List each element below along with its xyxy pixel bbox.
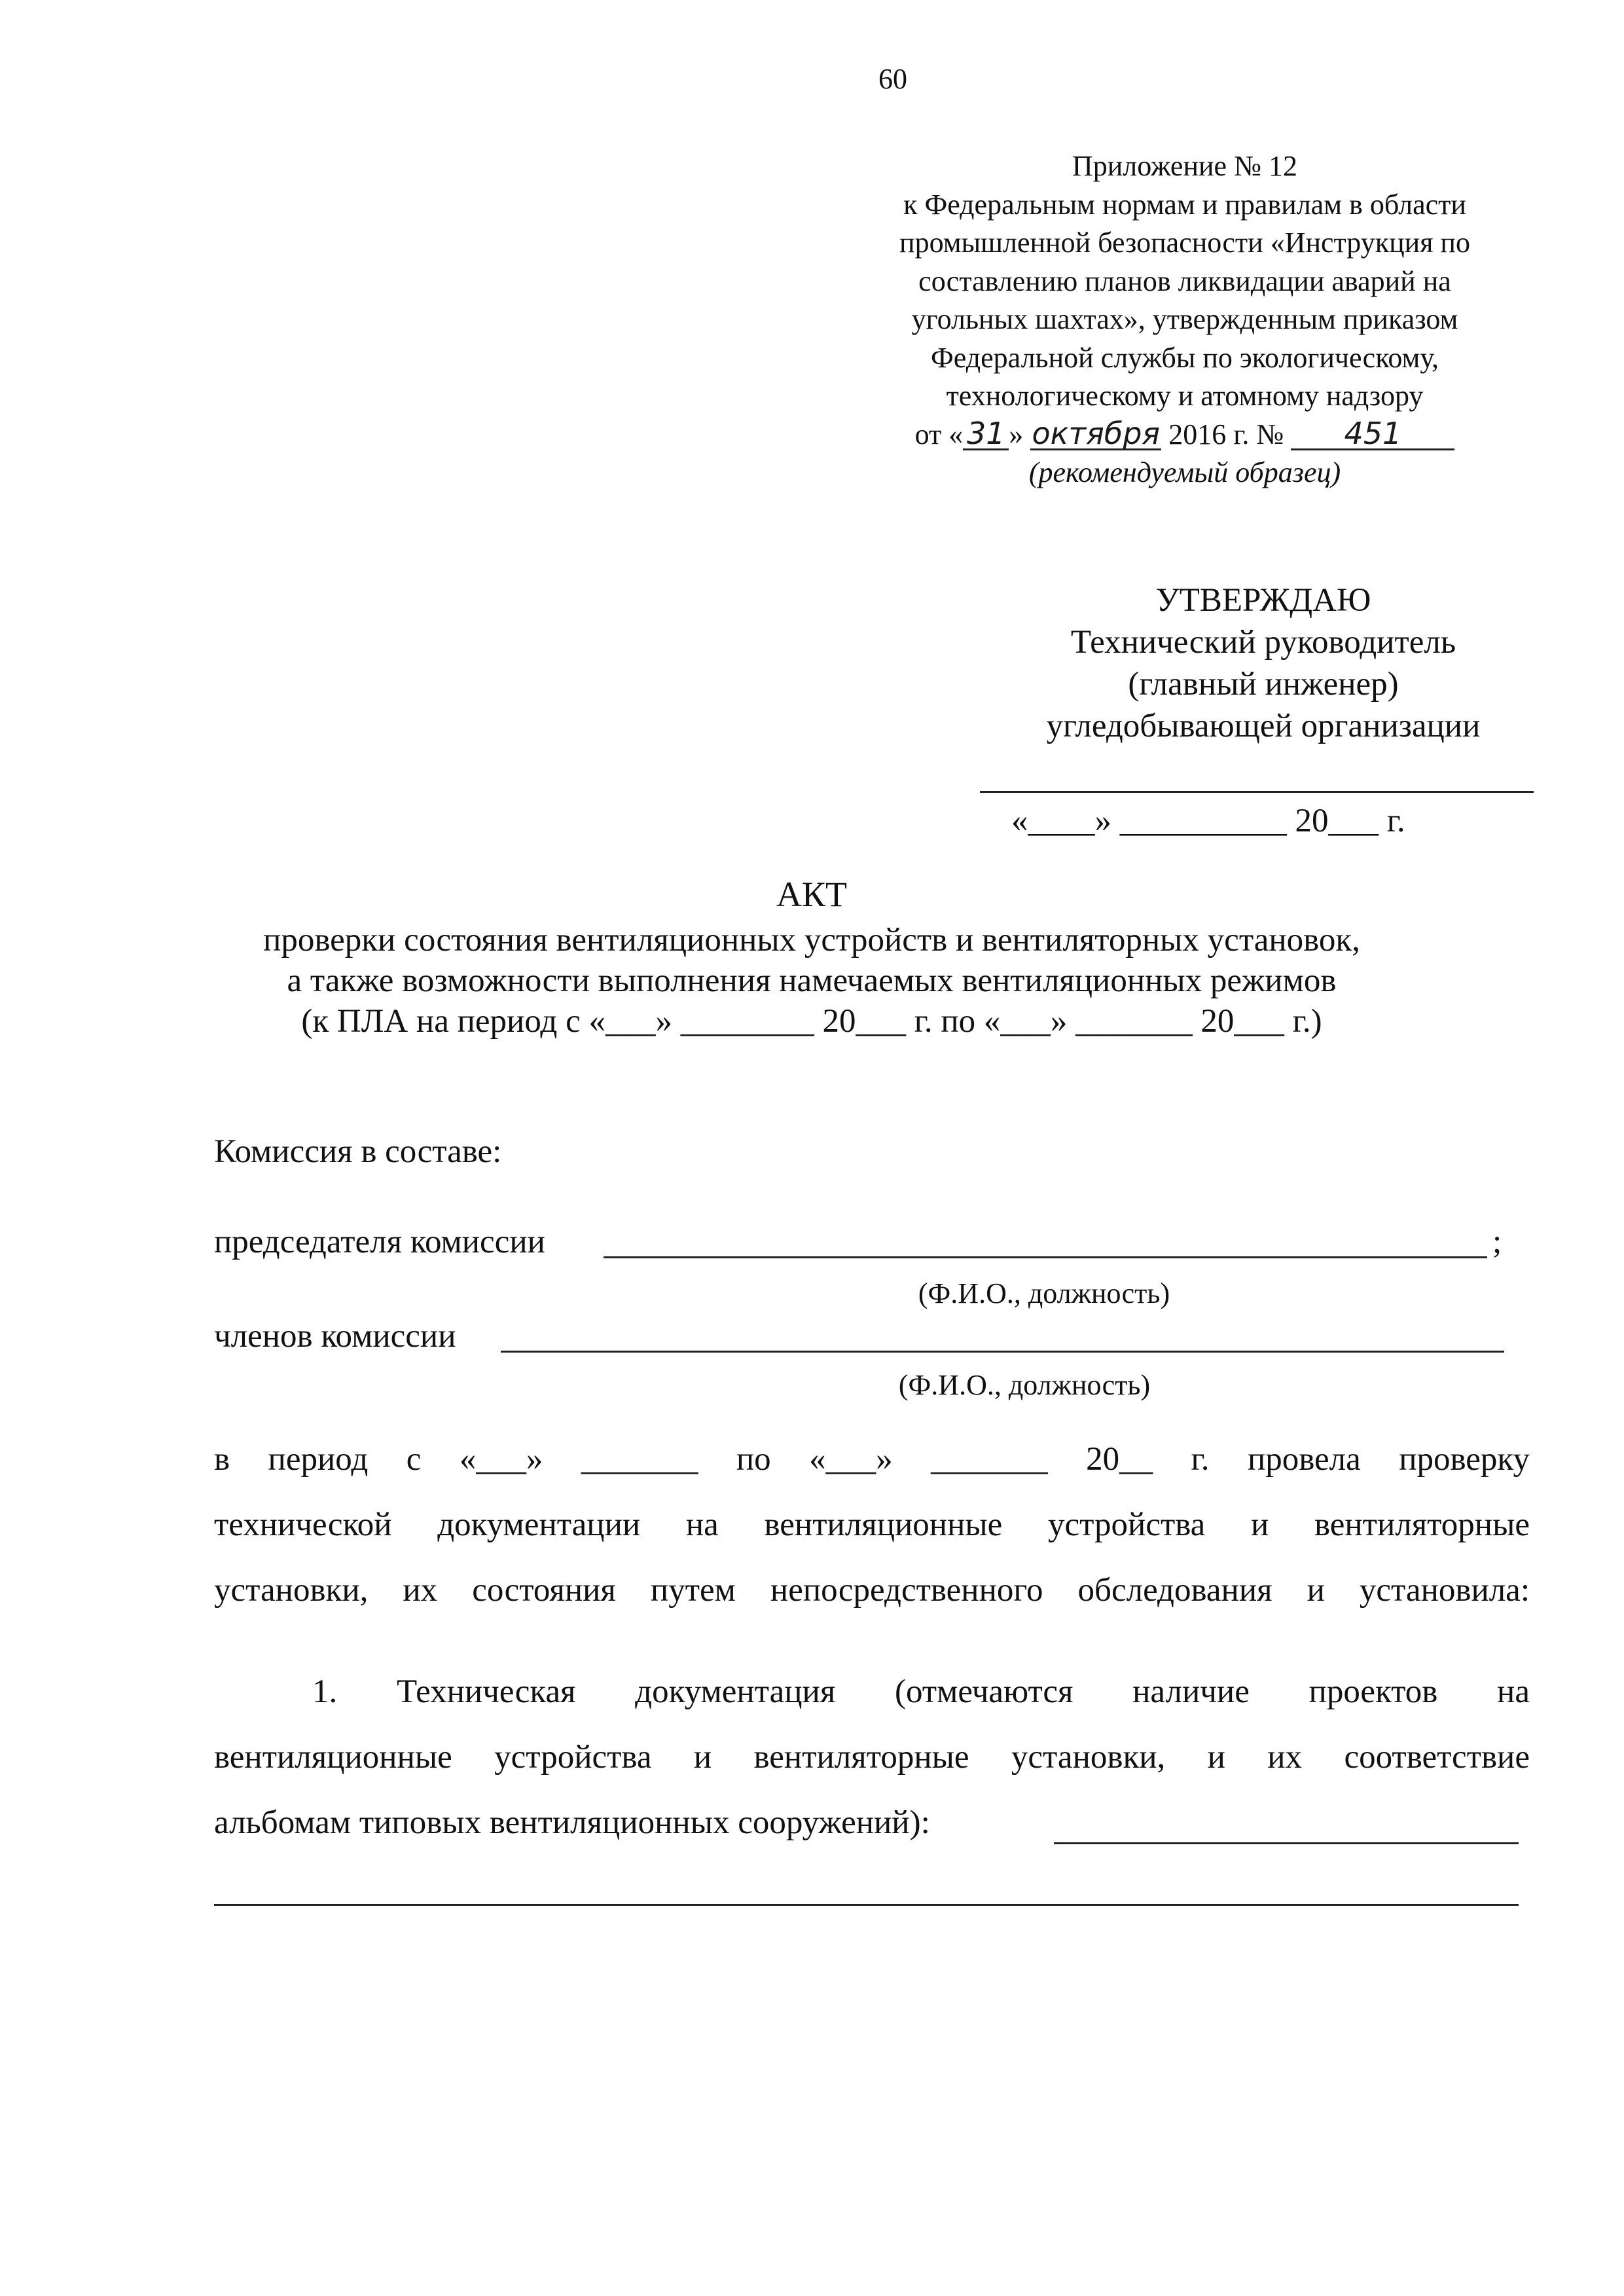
appendix-header [812,147,1558,492]
chair-field-end: ; [1492,1224,1502,1260]
documentation-field-line [1054,1842,1519,1844]
appendix-line: к Федеральным нормам и правилам в области [903,188,1466,221]
handwritten-day: 31 [963,418,1009,450]
documentation-field-line-2 [214,1904,1519,1906]
handwritten-order-number: 451 [1291,418,1454,450]
members-caption: (Ф.И.О., должность) [898,1369,1151,1401]
body-paragraph-line: 1. Техническая документация (отмечаются наличие проектов на [312,1673,1530,1710]
approval-heading: УТВЕРЖДАЮ [1155,582,1371,619]
approval-block [969,579,1558,747]
approval-line: (главный инженер) [1128,666,1399,702]
appendix-title: Приложение № 12 [1072,150,1298,182]
act-subtitle [124,920,1499,1042]
act-subtitle-line: а также возможности выполнения намечаемых вентиляционных режимов [287,962,1337,999]
chair-caption: (Ф.И.О., должность) [918,1277,1170,1309]
act-period-line: (к ПЛА на период с «___» ________ 20___ г. по «___» _______ 20___ г.) [301,1003,1322,1040]
commission-heading: Комиссия в составе: [214,1133,502,1170]
handwritten-month: октября [1030,418,1161,450]
date-year: 2016 г. № [1168,418,1284,450]
members-field-line [501,1351,1504,1353]
appendix-line: технологическому и атомному надзору [946,380,1424,412]
body-paragraph-line: вентиляционные устройства и вентиляторные установки, и их соответствие [214,1739,1530,1776]
appendix-line: промышленной безопасности «Инструкция по [899,227,1470,259]
appendix-line: Федеральной службы по экологическому, [931,341,1439,374]
approval-line: Технический руководитель [1070,624,1456,661]
appendix-line: угольных шахтах», утвержденным приказом [911,303,1458,335]
appendix-date-line [812,416,1558,454]
act-title: АКТ [776,875,847,914]
date-prefix: от « [914,418,964,450]
body-paragraph-line: технической документации на вентиляционные устройства и вентиляторные [214,1506,1530,1543]
approval-date: «____» __________ 20___ г. [1011,803,1405,839]
sample-note: (рекомендуемый образец) [1028,456,1341,488]
body-paragraph-line: альбомам типовых вентиляционных сооружений): [214,1804,930,1841]
date-separator: » [1009,418,1024,450]
approval-line: угледобывающей организации [1046,708,1481,744]
chair-field-line [604,1256,1487,1258]
signature-line [980,791,1534,793]
page-number: 60 [878,63,907,95]
members-label: членов комиссии [214,1318,456,1355]
body-paragraph-line: в период с «___» _______ по «___» _______ 20__ г. провела проверку [214,1441,1530,1478]
appendix-line: составлению планов ликвидации аварий на [918,264,1451,297]
chair-label: председателя комиссии [214,1224,545,1260]
act-subtitle-line: проверки состояния вентиляционных устройств и вентиляторных установок, [263,922,1360,958]
body-paragraph-line: установки, их состояния путем непосредственного обследования и установила: [214,1572,1530,1609]
